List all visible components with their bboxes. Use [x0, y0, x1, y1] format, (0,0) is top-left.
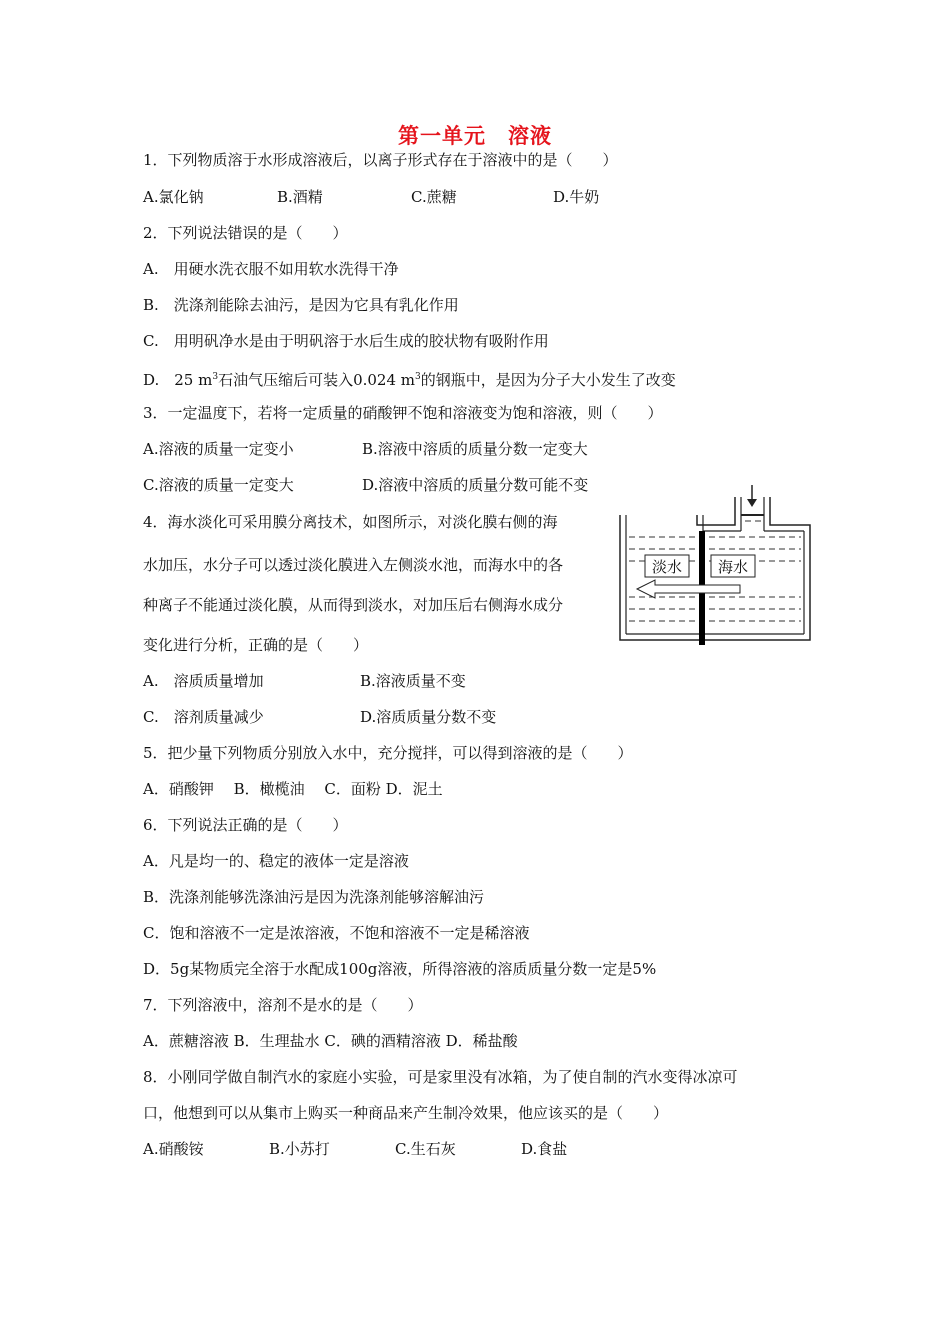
question-3-option-a: A.溶液的质量一定变小 — [143, 440, 294, 458]
question-4-line-3: 种离子不能通过淡化膜，从而得到淡水，对加压后右侧海水成分 — [143, 596, 564, 614]
question-8-line-2: 口，他想到可以从集市上购买一种商品来产生制冷效果，他应该买的是（ ） — [143, 1104, 669, 1122]
q2-d-post: 的钢瓶中，是因为分子大小发生了改变 — [420, 371, 676, 389]
fresh-water-dashes — [629, 537, 699, 621]
q2-d-sup1: 3 — [212, 372, 219, 382]
question-8-option-c: C.生石灰 — [395, 1140, 456, 1158]
question-7-options: A．蔗糖溶液 B．生理盐水 C．碘的酒精溶液 D．稀盐酸 — [143, 1032, 518, 1050]
question-1-option-b: B.酒精 — [277, 188, 323, 206]
question-4-line-4: 变化进行分析，正确的是（ ） — [143, 636, 369, 654]
question-6-stem: 6．下列说法正确的是（ ） — [143, 816, 348, 834]
question-4-option-a: A. 溶质质量增加 — [143, 672, 264, 690]
question-5-stem: 5．把少量下列物质分别放入水中，充分搅拌，可以得到溶液的是（ ） — [143, 744, 633, 762]
question-4-option-b: B.溶液质量不变 — [360, 672, 466, 690]
question-6-option-c: C．饱和溶液不一定是浓溶液，不饱和溶液不一定是稀溶液 — [143, 924, 530, 942]
question-6-option-a: A．凡是均一的、稳定的液体一定是溶液 — [143, 852, 409, 870]
question-4-option-c: C. 溶剂质量减少 — [143, 708, 264, 726]
question-1-option-d: D.牛奶 — [553, 188, 600, 206]
question-2-option-c: C. 用明矾净水是由于明矾溶于水后生成的胶状物有吸附作用 — [143, 332, 549, 350]
question-3-stem: 3．一定温度下，若将一定质量的硝酸钾不饱和溶液变为饱和溶液，则（ ） — [143, 404, 663, 422]
water-flow-arrow — [637, 580, 740, 598]
question-4-line-1: 4．海水淡化可采用膜分离技术，如图所示，对淡化膜右侧的海 — [143, 513, 558, 531]
question-7-stem: 7．下列溶液中，溶剂不是水的是（ ） — [143, 996, 423, 1014]
question-8-line-1: 8．小刚同学做自制汽水的家庭小实验，可是家里没有冰箱，为了使自制的汽水变得冰凉可 — [143, 1068, 738, 1086]
question-3-option-b: B.溶液中溶质的质量分数一定变大 — [362, 440, 588, 458]
question-4-option-d: D.溶质质量分数不变 — [360, 708, 497, 726]
question-2-option-a: A. 用硬水洗衣服不如用软水洗得干净 — [143, 260, 399, 278]
sea-water-label: 海水 — [717, 558, 749, 576]
question-2-option-d — [143, 367, 676, 390]
q2-d-sup2: 3 — [415, 372, 421, 382]
pressure-arrowhead — [747, 499, 757, 507]
question-6-option-b: B．洗涤剂能够洗涤油污是因为洗涤剂能够溶解油污 — [143, 888, 485, 906]
question-3-option-c: C.溶液的质量一定变大 — [143, 476, 294, 494]
question-3-option-d: D.溶液中溶质的质量分数可能不变 — [362, 476, 589, 494]
membrane-separation-diagram — [615, 485, 815, 645]
question-1-option-a: A.氯化钠 — [143, 188, 204, 206]
question-8-option-b: B.小苏打 — [269, 1140, 330, 1158]
question-6-option-d: D．5g某物质完全溶于水配成100g溶液，所得溶液的溶质质量分数一定是5% — [143, 960, 657, 978]
question-2-option-b: B. 洗涤剂能除去油污，是因为它具有乳化作用 — [143, 296, 459, 314]
question-8-option-d: D.食盐 — [521, 1140, 568, 1158]
q2-d-pre: D. 25 m — [143, 371, 213, 389]
question-8-option-a: A.硝酸铵 — [143, 1140, 204, 1158]
page-title: 第一单元 溶液 — [398, 124, 552, 148]
question-1-option-c: C.蔗糖 — [411, 188, 457, 206]
question-1-stem: 1．下列物质溶于水形成溶液后，以离子形式存在于溶液中的是（ ） — [143, 151, 618, 169]
q2-d-mid: 石油气压缩后可装入0.024 m — [218, 371, 416, 389]
question-4-line-2: 水加压，水分子可以透过淡化膜进入左侧淡水池，而海水中的各 — [143, 556, 564, 574]
question-5-options: A．硝酸钾 B．橄榄油 C．面粉 D．泥土 — [143, 780, 443, 798]
question-2-stem: 2．下列说法错误的是（ ） — [143, 224, 348, 242]
fresh-water-label: 淡水 — [651, 558, 683, 576]
